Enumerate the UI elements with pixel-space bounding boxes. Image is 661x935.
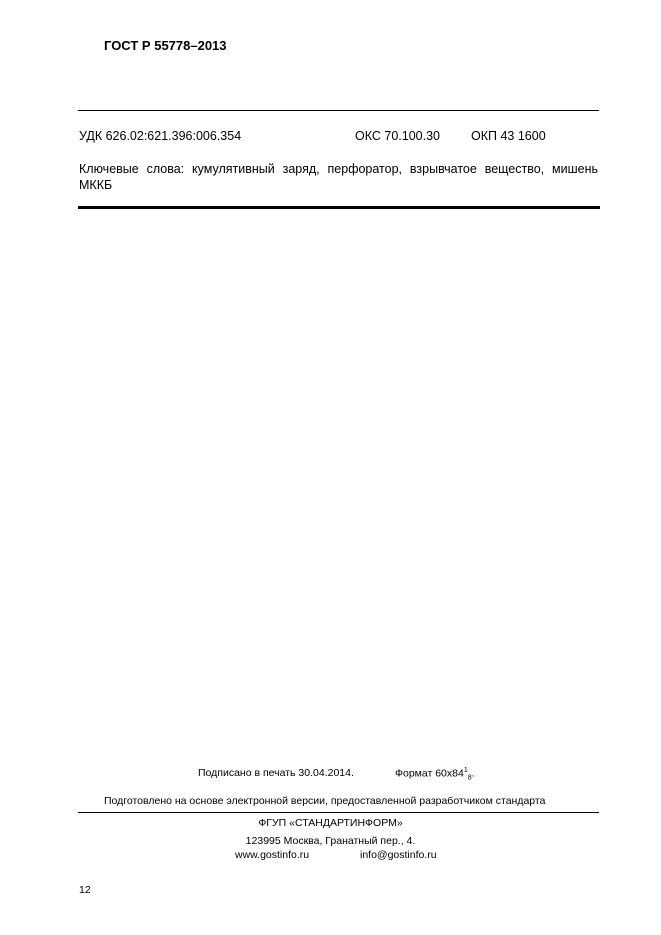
format-superscript: 1: [463, 767, 468, 774]
okp-code: ОКП 43 1600: [471, 129, 546, 143]
prepared-note: Подготовлено на основе электронной версии, предоставленной разработчиком стандарта: [104, 795, 546, 807]
format-label: Формат 60х84: [395, 767, 464, 780]
paper-format: [395, 767, 475, 782]
publisher-email: info@gostinfo.ru: [360, 849, 437, 861]
standard-code-header: ГОСТ Р 55778–2013: [104, 38, 227, 53]
oks-code: ОКС 70.100.30: [355, 129, 440, 143]
format-end: .: [471, 767, 475, 780]
publisher-website: www.gostinfo.ru: [235, 849, 310, 861]
format-subscript: 8: [467, 774, 472, 782]
page-number: 12: [79, 884, 91, 896]
udk-code: УДК 626.02:621.396:006.354: [79, 129, 242, 143]
keywords-paragraph: Ключевые слова: кумулятивный заряд, перфоратор, взрывчатое вещество, мишень МККБ: [79, 162, 598, 192]
signed-for-print: Подписано в печать 30.04.2014.: [198, 767, 354, 779]
top-divider: [78, 110, 599, 111]
section-divider: [78, 206, 600, 209]
publisher-name: ФГУП «СТАНДАРТИНФОРМ»: [258, 817, 403, 829]
imprint-divider: [78, 812, 599, 813]
publisher-address: 123995 Москва, Гранатный пер., 4.: [245, 835, 416, 847]
